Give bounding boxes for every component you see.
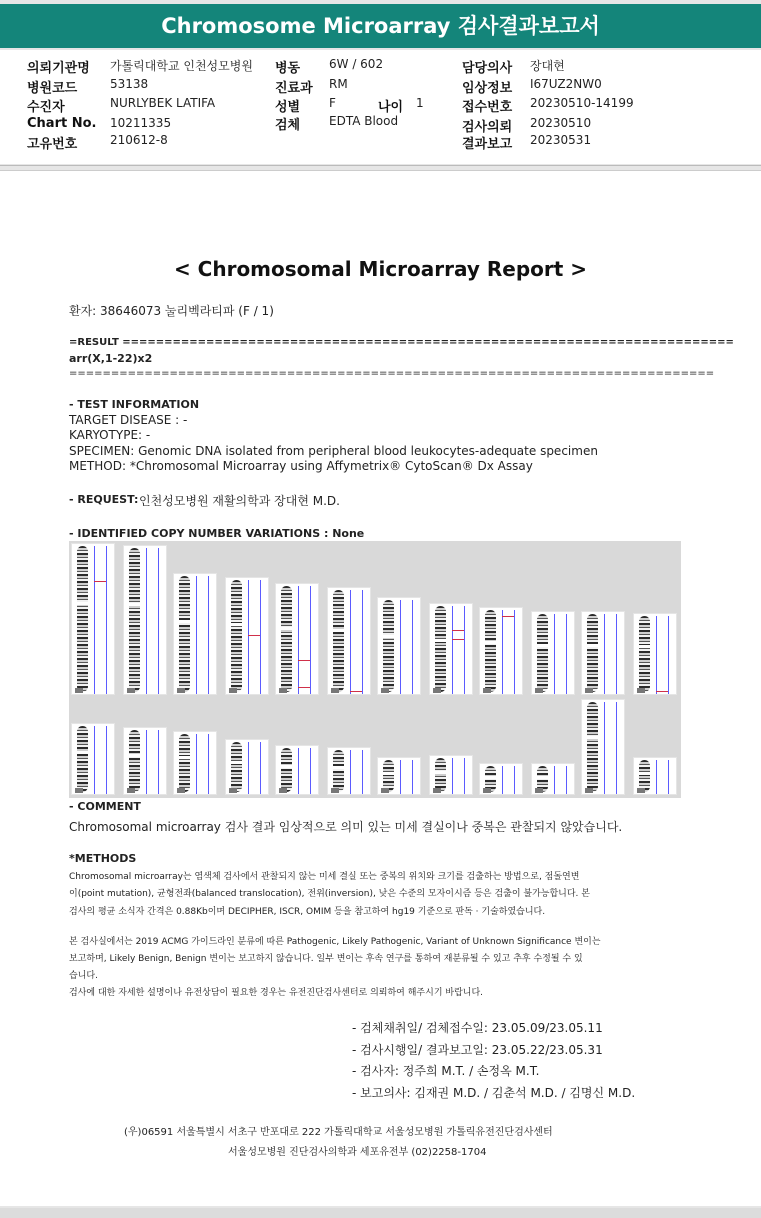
centromere [382,772,395,775]
label-accession-number: 접수번호 [462,100,513,115]
chromosome-panel [479,607,523,695]
copy-number-line [566,766,567,794]
chromosome-panel [633,757,677,795]
chromosome-panel [479,763,523,795]
sign-line: - 보고의사: 김재권 M.D. / 김춘석 M.D. / 김명신 M.D. [352,1086,636,1100]
chromosome-panel [173,731,217,795]
copy-number-line [310,748,311,794]
copy-number-line [298,748,299,794]
copy-number-line [310,586,311,694]
chromosome-band [281,586,292,692]
test-info-header: - TEST INFORMATION [69,398,200,411]
label-patient: 수진자 [27,100,65,115]
copy-number-line [260,580,261,694]
copy-number-line [196,576,197,694]
label-unique-id: 고유번호 [27,137,78,152]
chromosome-panel [123,545,167,695]
centromere [76,602,89,605]
value-hospital-code: 53138 [110,77,149,91]
chromosome-number-tag [75,688,83,693]
chromosome-panel [225,577,269,695]
methods-line: 이(point mutation), 균형전좌(balanced translocation), 전위(inversion), 낮은 수준의 모자이시즘 등은 검출이 불가능합니다. 본 [69,889,590,899]
centromere [484,641,497,644]
chromosome-number-tag [585,688,593,693]
cnv-marker [298,660,310,661]
chromosome-panel [581,699,625,795]
copy-number-line [158,548,159,694]
cnv-marker [452,630,464,631]
copy-number-line [94,546,95,694]
copy-number-line [514,610,515,694]
label-specimen: 검체 [275,118,301,133]
centromere [230,761,243,764]
report-title: < Chromosomal Microarray Report > [173,257,588,281]
value-patient: NURLYBEK LATIFA [110,96,216,110]
cnv-marker [656,691,668,692]
chromosome-band [639,616,650,692]
chromosome-panel [71,543,115,695]
report-document [0,170,761,1206]
copy-number-line [106,726,107,794]
copy-number-line [208,576,209,694]
label-result-report-date: 결과보고 [462,137,513,152]
karyogram-image [69,541,681,798]
acmg-line: 본 검사실에서는 2019 ACMG 가이드라인 분류에 따른 Pathogenic, Likely Pathogenic, Variant of Unknown Significance 변이는 [69,937,601,947]
centromere [280,765,293,768]
cnv-marker [298,687,310,688]
copy-number-line [196,734,197,794]
label-department: 진료과 [275,81,313,96]
contact-line: 서울성모병원 진단검사의학과 세포유전부 (02)2258-1704 [228,1147,487,1158]
label-ward: 병동 [275,61,301,76]
result-footer: ============================================================================= [69,368,715,379]
chromosome-panel [633,613,677,695]
chromosome-band [231,580,242,692]
chromosome-number-tag [433,788,441,793]
centromere [586,644,599,647]
page-bottom-strip [0,1208,761,1218]
specimen-line: SPECIMEN: Genomic DNA isolated from peripheral blood leukocytes-adequate specimen [69,444,598,458]
request-value: 인천성모병원 재활의학과 장대현 M.D. [139,494,340,508]
copy-number-line [146,730,147,794]
centromere [332,629,345,632]
centromere [434,639,447,642]
patient-info-panel [0,50,761,164]
chromosome-number-tag [75,788,83,793]
label-test-request-date: 검사의뢰 [462,120,513,135]
result-value: arr(X,1-22)x2 [69,352,153,365]
chromosome-band [587,614,598,692]
chromosome-panel [531,763,575,795]
chromosome-band [129,730,140,792]
copy-number-line [616,614,617,694]
centromere [638,645,651,648]
comment-header: - COMMENT [69,800,141,813]
copy-number-line [452,606,453,694]
copy-number-line [464,606,465,694]
report-header-title: Chromosome Microarray 검사결과보고서 [0,4,761,48]
value-accession-number: 20230510-14199 [530,96,634,110]
centromere [128,754,141,757]
chromosome-number-tag [177,688,185,693]
copy-number-line [362,590,363,694]
chromosome-panel [531,611,575,695]
chromosome-panel [429,755,473,795]
chromosome-number-tag [637,788,645,793]
chromosome-band [333,750,344,792]
cnv-header: - IDENTIFIED COPY NUMBER VARIATIONS : None [69,527,365,540]
chromosome-band [333,590,344,692]
value-specimen: EDTA Blood [329,114,399,128]
copy-number-line [668,760,669,794]
chromosome-band [435,606,446,692]
chromosome-band [77,726,88,792]
value-attending-doctor: 장대현 [530,59,565,73]
copy-number-line [604,702,605,794]
centromere [230,623,243,626]
copy-number-line [604,614,605,694]
copy-number-line [400,600,401,694]
label-chart-no: Chart No. [27,116,97,131]
value-requesting-institution: 가톨릭대학교 인천성모병원 [110,59,253,73]
copy-number-line [412,600,413,694]
value-age: 1 [416,96,424,110]
sign-line: - 검사자: 정주희 M.T. / 손정옥 M.T. [352,1064,540,1078]
cnv-marker [350,691,362,692]
copy-number-line [298,586,299,694]
cnv-marker [94,581,106,582]
copy-number-line [400,760,401,794]
label-age: 나이 [378,100,404,115]
chromosome-number-tag [229,788,237,793]
chromosome-band [231,742,242,792]
chromosome-number-tag [279,788,287,793]
copy-number-line [106,546,107,694]
chromosome-band [77,546,88,692]
copy-number-line [248,580,249,694]
cnv-marker [502,616,514,617]
copy-number-line [248,742,249,794]
copy-number-line [502,766,503,794]
chromosome-number-tag [433,688,441,693]
centromere [536,644,549,647]
copy-number-line [464,758,465,794]
cnv-marker [248,635,260,636]
centromere [586,736,599,739]
centromere [382,635,395,638]
acmg-line: 검사에 대한 자세한 설명이나 유전상담이 필요한 경우는 유전진단검사센터로 의뢰하여 해주시기 바랍니다. [69,988,484,998]
centromere [128,603,141,606]
chromosome-band [129,548,140,692]
centromere [638,772,651,775]
value-sex: F [329,96,336,110]
chromosome-number-tag [177,788,185,793]
copy-number-line [452,758,453,794]
chromosome-band [383,600,394,692]
request-label: - REQUEST: [69,493,139,506]
chromosome-number-tag [229,688,237,693]
chromosome-band [485,610,496,692]
chromosome-panel [327,747,371,795]
value-unique-id: 210612-8 [110,133,168,147]
centromere [434,771,447,774]
chromosome-panel [275,745,319,795]
cnv-marker [452,639,464,640]
label-requesting-institution: 의뢰기관명 [27,61,90,76]
label-hospital-code: 병원코드 [27,81,78,96]
centromere [76,751,89,754]
chromosome-band [179,734,190,792]
chromosome-band [435,758,446,792]
copy-number-line [146,548,147,694]
chromosome-number-tag [483,688,491,693]
chromosome-number-tag [279,688,287,693]
value-result-report-date: 20230531 [530,133,592,147]
copy-number-line [656,760,657,794]
chromosome-panel [377,597,421,695]
centromere [332,766,345,769]
copy-number-line [566,614,567,694]
methods-line: Chromosomal microarray는 염색체 검사에서 관찰되지 않는 미세 결실 또는 중복의 위치와 크기를 검출하는 방법으로, 점돌연변 [69,872,580,882]
header-divider [0,165,761,166]
value-ward: 6W / 602 [329,57,384,71]
value-department: RM [329,77,348,91]
chromosome-band [587,702,598,792]
karyotype: KARYOTYPE: - [69,428,151,442]
label-clinical-info: 임상정보 [462,81,513,96]
centromere [178,756,191,759]
value-clinical-info: I67UZ2NW0 [530,77,602,91]
chromosome-band [179,576,190,692]
copy-number-line [502,610,503,694]
address-line: (우)06591 서울특별시 서초구 반포대로 222 가톨릭대학교 서울성모병원 가톨릭유전진단검사센터 [124,1127,553,1138]
copy-number-line [412,760,413,794]
copy-number-line [362,750,363,794]
target-disease: TARGET DISEASE : - [69,413,188,427]
acmg-line: 보고하며, Likely Benign, Benign 변이는 보고하지 않습니다. 일부 변이는 후속 연구를 통하여 재분류될 수 있고 추후 수정될 수 있 [69,954,583,964]
chromosome-panel [225,739,269,795]
acmg-line: 습니다. [69,971,98,981]
methods-line: 검사의 평균 소식자 간격은 0.88Kb이며 DECIPHER, ISCR, OMIM 등을 참고하여 hg19 기준으로 판독 · 기술하였습니다. [69,907,546,917]
copy-number-line [656,616,657,694]
copy-number-line [158,730,159,794]
copy-number-line [616,702,617,794]
chromosome-number-tag [127,788,135,793]
centromere [178,620,191,623]
value-chart-no: 10211335 [110,116,172,130]
comment-text: Chromosomal microarray 검사 결과 임상적으로 의미 있는 미세 결실이나 중복은 관찰되지 않았습니다. [69,820,623,834]
centromere [484,776,497,779]
value-test-request-date: 20230510 [530,116,592,130]
chromosome-number-tag [381,688,389,693]
chromosome-number-tag [483,788,491,793]
copy-number-line [350,590,351,694]
copy-number-line [208,734,209,794]
chromosome-number-tag [535,688,543,693]
chromosome-band [537,614,548,692]
chromosome-panel [71,723,115,795]
chromosome-panel [429,603,473,695]
centromere [280,627,293,630]
sign-line: - 검사시행일/ 결과보고일: 23.05.22/23.05.31 [352,1043,603,1057]
methods-header: *METHODS [69,852,137,865]
copy-number-line [554,614,555,694]
chromosome-panel [123,727,167,795]
chromosome-number-tag [127,688,135,693]
label-sex: 성별 [275,100,301,115]
method-line: METHOD: *Chromosomal Microarray using Affymetrix® CytoScan® Dx Assay [69,459,533,473]
centromere [536,776,549,779]
chromosome-number-tag [331,688,339,693]
chromosome-panel [581,611,625,695]
copy-number-line [514,766,515,794]
label-attending-doctor: 담당의사 [462,61,513,76]
chromosome-number-tag [637,688,645,693]
result-header: =RESULT ========================================================================= [69,337,734,348]
sign-line: - 검체채취일/ 검체접수일: 23.05.09/23.05.11 [352,1021,603,1035]
copy-number-line [94,726,95,794]
chromosome-panel [377,757,421,795]
copy-number-line [350,750,351,794]
chromosome-number-tag [381,788,389,793]
chromosome-number-tag [331,788,339,793]
chromosome-panel [173,573,217,695]
chromosome-number-tag [535,788,543,793]
copy-number-line [668,616,669,694]
copy-number-line [260,742,261,794]
chromosome-panel [275,583,319,695]
chromosome-band [281,748,292,792]
chromosome-panel [327,587,371,695]
copy-number-line [554,766,555,794]
chromosome-number-tag [585,788,593,793]
patient-line: 환자: 38646073 눌리벡라티파 (F / 1) [69,304,274,318]
